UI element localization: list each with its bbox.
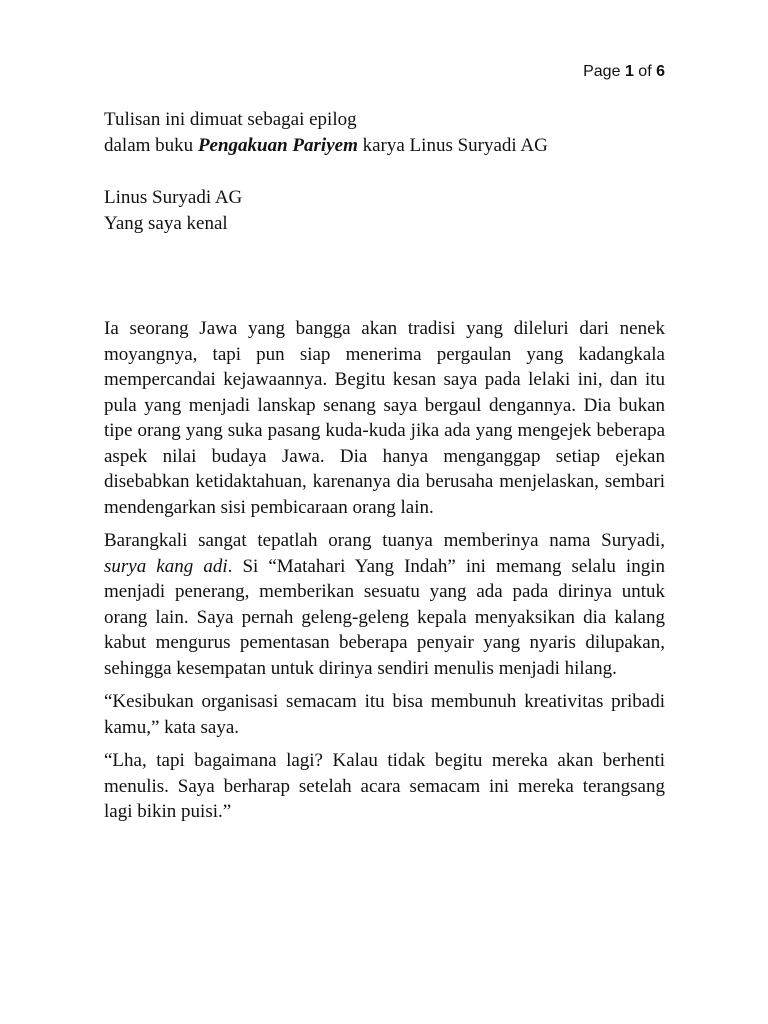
book-title: Pengakuan Pariyem — [197, 134, 358, 156]
page-number — [583, 61, 665, 83]
article-heading-line-1: Linus Suryadi AG — [104, 187, 243, 208]
total-pages: 6 — [656, 63, 665, 80]
paragraph-2-end: . Si “Matahari Yang Indah” ini memang selalu ingin menjadi penerang, memberikan sesuatu yang ada pada dirinya untuk orang lain. Saya pernah geleng-geleng kepala menyaksikan dia kalang kabut mengurus pementasan beberapa penyair yang nyaris dilupakan, sehingga kesempatan untuk dirinya sendiri menulis menjadi hilang. — [104, 555, 665, 679]
epilogue-note-line-1: Tulisan ini dimuat sebagai epilog — [104, 109, 357, 130]
article-body — [104, 316, 665, 833]
paragraph-4: “Lha, tapi bagaimana lagi? Kalau tidak begitu mereka akan berhenti menulis. Saya berharap setelah acara semacam ini mereka terangsang lagi bikin puisi.” — [104, 750, 665, 822]
current-page: 1 — [624, 63, 634, 80]
epilogue-note — [104, 107, 665, 158]
of-label: of — [638, 63, 652, 80]
article-heading-line-2: Yang saya kenal — [104, 212, 228, 234]
paragraph-1: Ia seorang Jawa yang bangga akan tradisi yang dileluri dari nenek moyangnya, tapi pun siap menerima pergaulan yang kadangkala mempercandai kejawaannya. Begitu kesan saya pada lelaki ini, dan itu pula yang menjadi lanskap senang saya bergaul dengannya. Dia bukan tipe orang yang suka pasang kuda-kuda jika ada yang mengejek beberapa aspek nilai budaya Jawa. Dia hanya menganggap setiap ejekan disebabkan ketidaktahuan, karenanya dia berusaha menjelaskan, sembari mendengarkan sisi pembicaraan orang lain. — [104, 318, 665, 518]
epilogue-note-line-2 — [104, 133, 665, 159]
paragraph-2-italic-phrase: surya kang adi — [104, 555, 228, 577]
paragraph-2 — [104, 528, 665, 681]
epilogue-note-prefix: dalam buku — [104, 134, 198, 156]
paragraph-3: “Kesibukan organisasi semacam itu bisa membunuh kreativitas pribadi kamu,” kata saya. — [104, 691, 665, 738]
paragraph-2-start: Barangkali sangat tepatlah orang tuanya memberinya nama Suryadi, — [104, 530, 665, 551]
epilogue-note-suffix: karya Linus Suryadi AG — [357, 134, 548, 156]
page-label: Page — [583, 63, 621, 80]
article-heading — [104, 185, 665, 236]
